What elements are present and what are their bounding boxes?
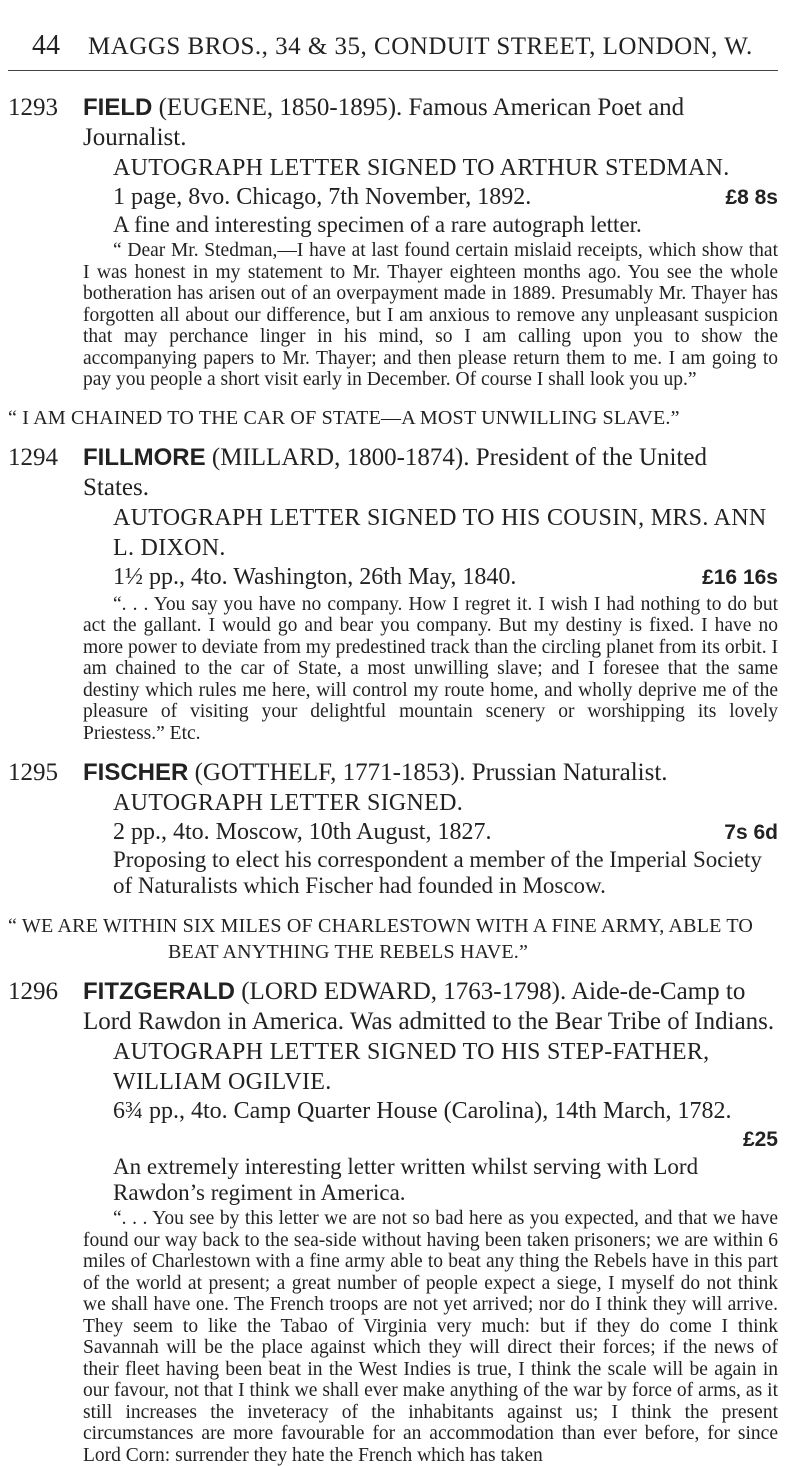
item-title: AUTOGRAPH LETTER SIGNED TO ARTHUR STEDMAN. xyxy=(113,155,730,181)
item-note: Proposing to elect his correspondent a member of the Imperial Society of Naturalists which Fischer had founded in Moscow. xyxy=(113,847,762,898)
item-title: AUTOGRAPH LETTER SIGNED TO HIS COUSIN, MRS. ANN L. DIXON. xyxy=(113,504,767,561)
author-name: FITZGERALD xyxy=(83,978,235,1005)
author-description: (GOTTHELF, 1771-1853). Prussian Naturalist. xyxy=(194,759,668,786)
item-description: 1½ pp., 4to. Washington, 26th May, 1840. xyxy=(113,563,517,590)
entry-heading xyxy=(83,93,778,153)
item-details xyxy=(83,1097,778,1125)
item-note: A fine and interesting specimen of a rare autograph letter. xyxy=(113,212,642,237)
item-description: 2 pp., 4to. Moscow, 10th August, 1827. xyxy=(113,819,492,845)
item-price: 7s 6d xyxy=(724,821,778,844)
letter-quote: “. . . You say you have no company. How I regret it. I wish I had nothing to do but act the gallant. I would go and bear you company. But my destiny is fixed. I have no more power to deviate from my predestined track than the circling planet from its orbit. I am chained to the car of State, a most unwilling slave; and I foresee that the same destiny which rules me here, will control my route home, and wholly deprive me of the pleasure of visiting your delightful mountain scenery or worshipping its lovely Priestess.” Etc. xyxy=(83,593,778,744)
letter-quote: “. . . You see by this letter we are not so bad here as you expected, and that we have found our way back to the sea-side without having been taken prisoners; we are within 6 miles of Charlestown with a fine army able to beat any thing the Rebels have in this part of the world at present; a great number of people expect a siege, I myself do not think we shall have one. The French troops are not yet arrived; nor do I think they will arrive. They seem to like the Tabao of Virginia very much: but if they do come I think Savannah will be the place against which they will direct their forces; if the news of their fleet having been beat in the West Indies is true, I think the scale will be again in our favour, not that I think we shall ever make anything of the war by force of arms, as it still increases the inveteracy of the inhabitants against us; I think the present circumstances are more favourable for an accommodation than ever before, for since Lord Corn: surrender they hate the French which has taken xyxy=(83,1208,778,1466)
entry-heading xyxy=(83,443,778,503)
price-line xyxy=(83,1125,778,1154)
author-description: (MILLARD, 1800-1874). President of the United States. xyxy=(83,443,707,501)
lot-number: 1296 xyxy=(8,978,58,1005)
page-header xyxy=(8,30,778,71)
publisher-address: MAGGS BROS., 34 & 35, CONDUIT STREET, LONDON, W. xyxy=(88,33,753,60)
item-details xyxy=(83,818,778,847)
author-description: (LORD EDWARD, 1763-1798). Aide-de-Camp to Lord Rawdon in America. Was admitted to the Bear Tribe of Indians. xyxy=(83,978,775,1035)
author-name: FILLMORE xyxy=(83,443,206,471)
author-name: FIELD xyxy=(83,94,153,121)
lot-number: 1295 xyxy=(8,759,58,786)
entry-body xyxy=(83,93,778,391)
item-price: £8 8s xyxy=(725,186,778,209)
entry-heading xyxy=(83,758,778,788)
entry-body xyxy=(83,758,778,899)
entry-heading xyxy=(83,977,778,1037)
item-title: AUTOGRAPH LETTER SIGNED TO HIS STEP-FATHER, WILLIAM OGILVIE. xyxy=(113,1039,710,1095)
lot-number: 1293 xyxy=(8,94,58,121)
item-details xyxy=(83,563,778,592)
item-description: 6¾ pp., 4to. Camp Quarter House (Carolina), 14th March, 1782. xyxy=(113,1098,732,1124)
entry-body xyxy=(83,977,778,1466)
item-description: 1 page, 8vo. Chicago, 7th November, 1892. xyxy=(113,184,532,210)
item-note: An extremely interesting letter written whilst serving with Lord Rawdon’s regiment in America. xyxy=(113,1154,699,1205)
letter-quote: “ Dear Mr. Stedman,—I have at last found certain mislaid receipts, which show that I was honest in my statement to Mr. Thayer eighteen months ago. You see the whole botheration has arisen out of an overpayment made in 1889. Presumably Mr. Thayer has forgotten all about our difference, but I am anxious to remove any unpleasant suspicion that may perchance linger in his mind, so I am calling upon you to show the accompanying papers to Mr. Thayer; and then please return them to me. I am going to pay you people a short visit early in December. Of course I shall look you up.” xyxy=(83,240,778,390)
item-price: £16 16s xyxy=(702,565,778,589)
caption-line-1: “ WE ARE WITHIN SIX MILES OF CHARLESTOWN WITH A FINE ARMY, ABLE TO xyxy=(8,915,754,937)
item-title: AUTOGRAPH LETTER SIGNED. xyxy=(113,790,464,816)
item-details xyxy=(83,183,778,212)
catalogue-entry-1294 xyxy=(8,443,778,745)
caption-line-2: BEAT ANYTHING THE REBELS HAVE.” xyxy=(168,941,529,963)
author-description: (EUGENE, 1850-1895). Famous American Poet and Journalist. xyxy=(83,94,685,151)
catalogue-entry-1295 xyxy=(8,758,778,899)
section-caption: “ I AM CHAINED TO THE CAR OF STATE—A MOST UNWILLING SLAVE.” xyxy=(8,406,680,429)
lot-number: 1294 xyxy=(8,443,58,471)
catalogue-entry-1296 xyxy=(8,977,778,1466)
entry-body xyxy=(83,443,778,745)
page-number: 44 xyxy=(32,30,60,61)
section-caption xyxy=(8,913,778,965)
item-price: £25 xyxy=(742,1128,778,1151)
author-name: FISCHER xyxy=(83,759,189,786)
catalogue-entry-1293 xyxy=(8,93,778,391)
